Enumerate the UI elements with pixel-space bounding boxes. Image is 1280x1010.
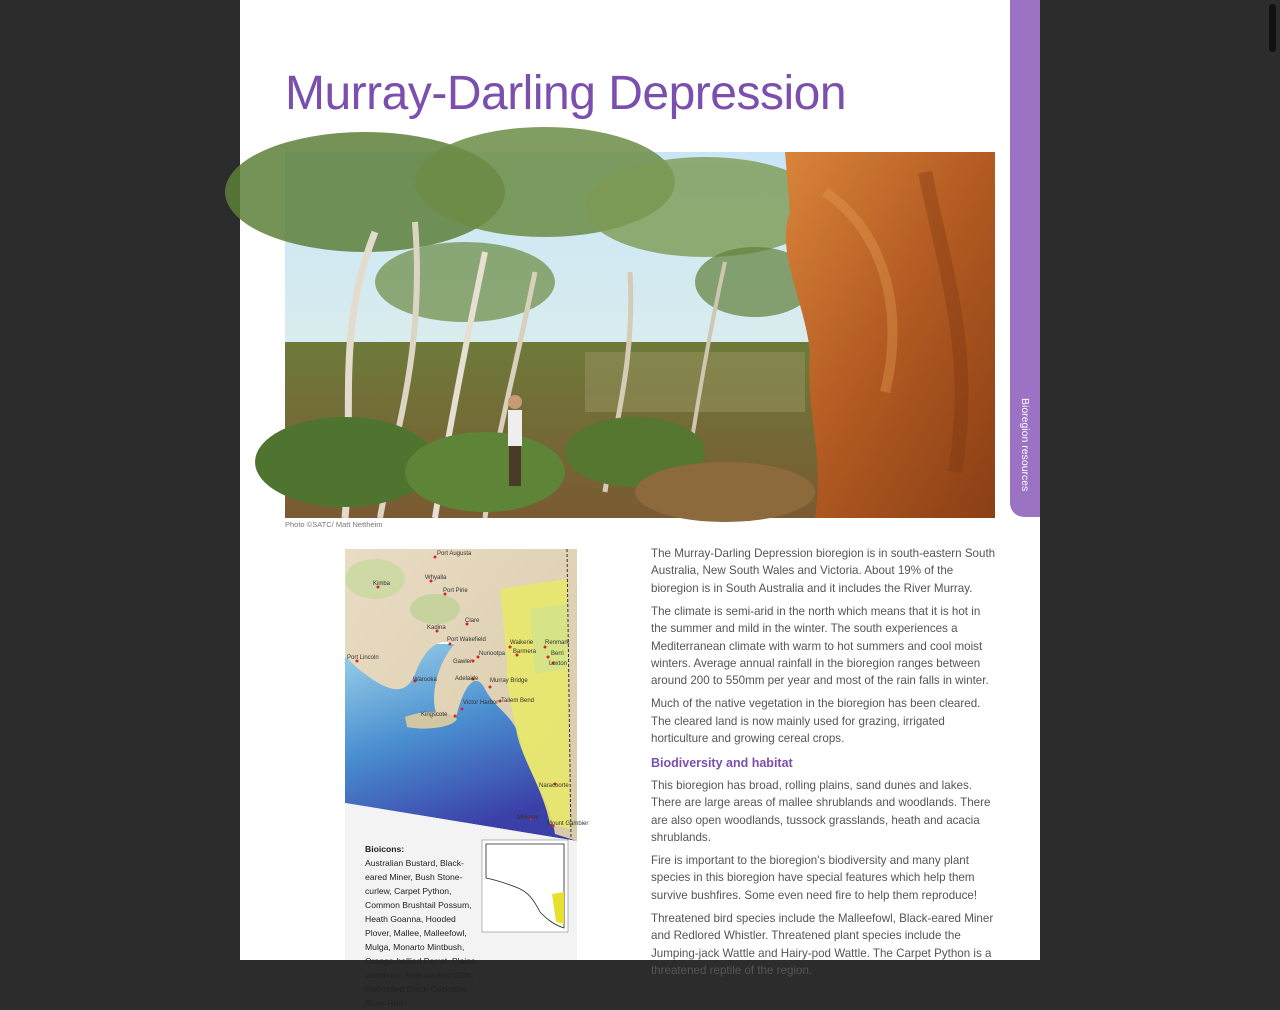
bioicons-heading: Bioicons: bbox=[365, 844, 405, 854]
map-town-label: Port Wakefield bbox=[447, 637, 486, 643]
map-town-label: Gawler bbox=[453, 659, 473, 665]
paragraph: Fire is important to the bioregion's biodiversity and many plant species in this bioregion have special features which help them survive bushfires. Some even need fire to help them reproduce! bbox=[651, 854, 978, 902]
map-town-label: Port Augusta bbox=[437, 551, 472, 557]
scrollbar-thumb[interactable] bbox=[1269, 4, 1276, 52]
map-town-label: Tailem Bend bbox=[501, 698, 535, 704]
paragraph: The Murray-Darling Depression bioregion is in south-eastern South Australia, New South Wales and Victoria. About 19% of the bioregion is in South Australia and it includes the River Murray. bbox=[651, 547, 996, 595]
page-title: Murray-Darling Depression bbox=[285, 67, 847, 120]
map-town-label: Naracoorte bbox=[539, 783, 569, 789]
bioicons-text: Australian Bustard, Black-eared Miner, Bush Stone-curlew, Carpet Python, Common Brushtail Possum, Heath Goanna, Hooded Plover, Mallee, Malleefowl, Mulga, Monarto Mintbush, Orange-bellied Parrot, Plains-wanderer, Red-necked Stint, Red-tailed Black-Cockatoo, River Red bbox=[365, 858, 479, 1008]
side-tab-label: Bioregion resources bbox=[1019, 398, 1031, 492]
map-town-label: Murray Bridge bbox=[490, 678, 528, 684]
hero-photo bbox=[285, 152, 995, 518]
map-town-label: Nuriootpa bbox=[479, 651, 506, 657]
map-town-label: Kadina bbox=[427, 625, 446, 631]
document-page bbox=[240, 0, 1040, 1008]
body-text bbox=[651, 545, 999, 985]
map-town-label: Kingscote bbox=[421, 712, 448, 718]
map-town-label: Whyalla bbox=[425, 575, 447, 581]
map-town-label: Warooka bbox=[413, 677, 437, 683]
map-town-label: Berri bbox=[551, 651, 564, 657]
map-town-label: Waikerie bbox=[510, 640, 534, 646]
paragraph: Much of the native vegetation in the bioregion has been cleared. The cleared land is now mainly used for grazing, irrigated horticulture and growing cereal crops. bbox=[651, 697, 981, 746]
bioicons-list bbox=[365, 842, 555, 1010]
map-town-label: Victor Harbor bbox=[463, 700, 499, 706]
paragraph: Threatened bird species include the Malleefowl, Black-eared Miner and Redlored Whistler. Threatened plant species include the Jumping-jack Wattle and Hairy-pod Wattle. The Carpet Python is a threatened reptile of the region. bbox=[651, 911, 994, 977]
map-town-label: Adelaide bbox=[455, 676, 479, 682]
map-town-label: Port Pirie bbox=[443, 588, 468, 594]
bioregion-map bbox=[345, 549, 589, 1008]
paragraph: This bioregion has broad, rolling plains, sand dunes and lakes. There are large areas of mallee shrublands and woodlands. There are also open woodlands, tussock grasslands, heath and acacia shrublands. bbox=[651, 778, 991, 845]
photo-credit: Photo ©SATC/ Matt Nettheim bbox=[285, 520, 383, 529]
map-town-label: Mount Gambier bbox=[547, 821, 589, 827]
map-town-label: Kimba bbox=[373, 581, 391, 587]
map-town-label: Port Lincoln bbox=[347, 655, 379, 661]
hero-photo-illustration bbox=[285, 152, 995, 518]
map-town-label: Loxton bbox=[549, 661, 568, 667]
map-town-label: Clare bbox=[465, 618, 480, 624]
section-heading-biodiversity: Biodiversity and habitat bbox=[651, 756, 793, 771]
map-town-label: Millicent bbox=[517, 815, 539, 821]
section-side-tab[interactable] bbox=[1010, 0, 1040, 517]
paragraph: The climate is semi-arid in the north which means that it is hot in the summer and mild in the winter. The south experiences a Mediterranean climate with warm to hot summers and cool moist winters. Average annual rainfall in the bioregion ranges between around 200 to 550mm per year and most of the rain falls in winter. bbox=[651, 604, 989, 688]
map-town-label: Barmera bbox=[513, 649, 537, 655]
map-town-label: Renmark bbox=[545, 640, 570, 646]
